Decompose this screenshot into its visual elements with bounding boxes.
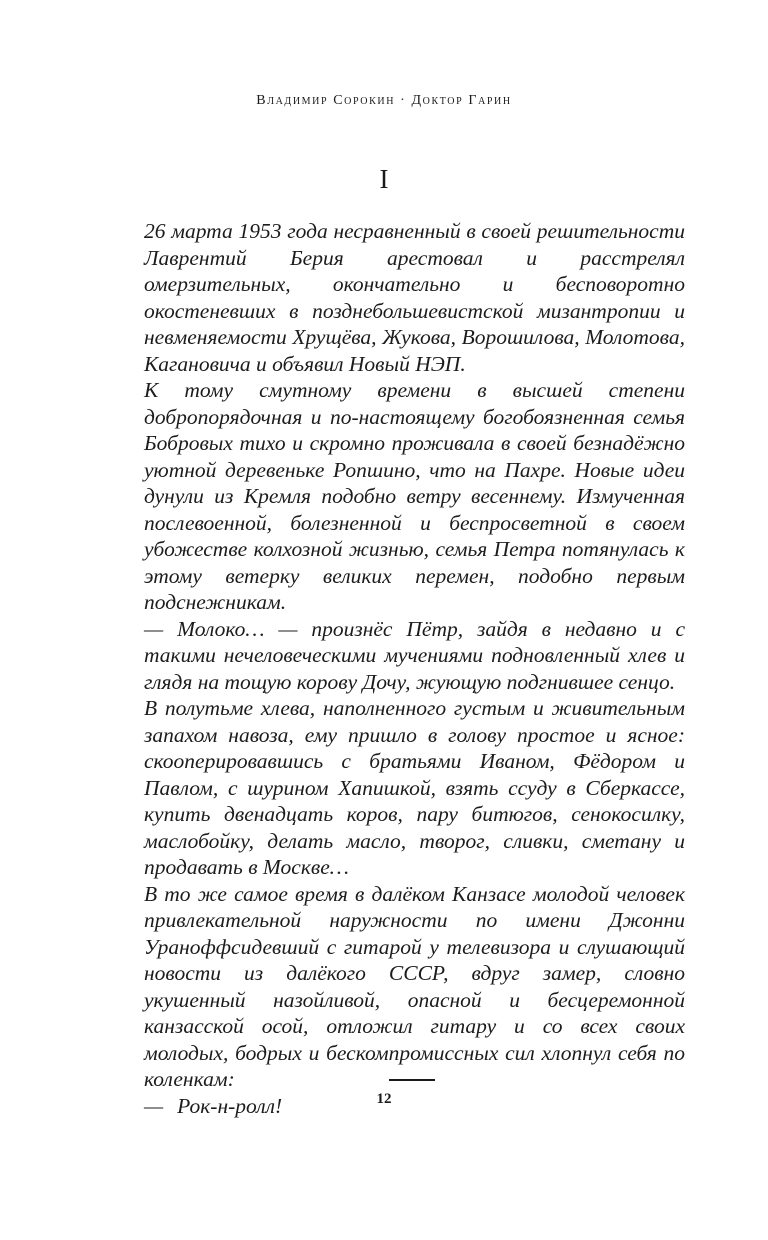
folio-rule	[389, 1079, 435, 1081]
body-text	[144, 218, 685, 1119]
page-number: 12	[376, 1091, 392, 1107]
paragraph-3-dialogue	[144, 616, 685, 696]
chapter-number: I	[379, 164, 389, 194]
paragraph-5: В то же самое время в далёком Канзасе молодой человек привлекательной наружности по имени Джонни Ураноффсидевший с гитарой у телевизора и слушающий новости из далёкого СССР, вдруг замер, словно укушенный назойливой, опасной и бесцеремонной канзасской осой, отложил гитару и со всех своих молодых, бодрых и бескомпромиссных сил хлопнул себя по коленкам:	[144, 881, 685, 1091]
paragraph-4: В полутьме хлева, наполненного густым и живительным запахом навоза, ему пришло в голову простое и ясное: скооперировавшись с братьями Иваном, Фёдором и Павлом, с шурином Хапишкой, взять ссуду в Сберкассе, купить двенадцать коров, пару битюгов, сенокосилку, маслобойку, делать масло, творог, сливки, сметану и продавать в Москве…	[144, 696, 685, 879]
paragraph-6-text: Рок-н-ролл!	[177, 1093, 283, 1118]
paragraph-3-text: Молоко… — произнёс Пётр, зайдя в недавно и с такими нечеловеческими мучениями подновленный хлев и глядя на тощую корову Дочу, жующую подгнившее сенцо.	[144, 616, 685, 694]
paragraph-2: К тому смутному времени в высшей степени добропорядочная и по-настоящему богобоязненная семья Бобровых тихо и скромно проживала в своей безнадёжно уютной деревеньке Ропшино, что на Пахре. Новые идеи дунули из Кремля подобно ветру весеннему. Измученная послевоенной, болезненной и беспросветной в своем убожестве колхозной жизнью, семья Петра потянулась к этому ветерку великих перемен, подобно первым подснежникам.	[144, 378, 685, 614]
dialogue-dash: —	[144, 616, 164, 641]
running-header: Владимир Сорокин · Доктор Гарин	[256, 93, 512, 108]
dialogue-dash: —	[144, 1093, 164, 1118]
paragraph-1: 26 марта 1953 года несравненный в своей решительности Лаврентий Берия арестовал и расстрелял омерзительных, окончательно и бесповоротно окостеневших в позднебольшевистской мизантропии и невменяемости Хрущёва, Жукова, Ворошилова, Молотова, Кагановича и объявил Новый НЭП.	[144, 219, 685, 376]
